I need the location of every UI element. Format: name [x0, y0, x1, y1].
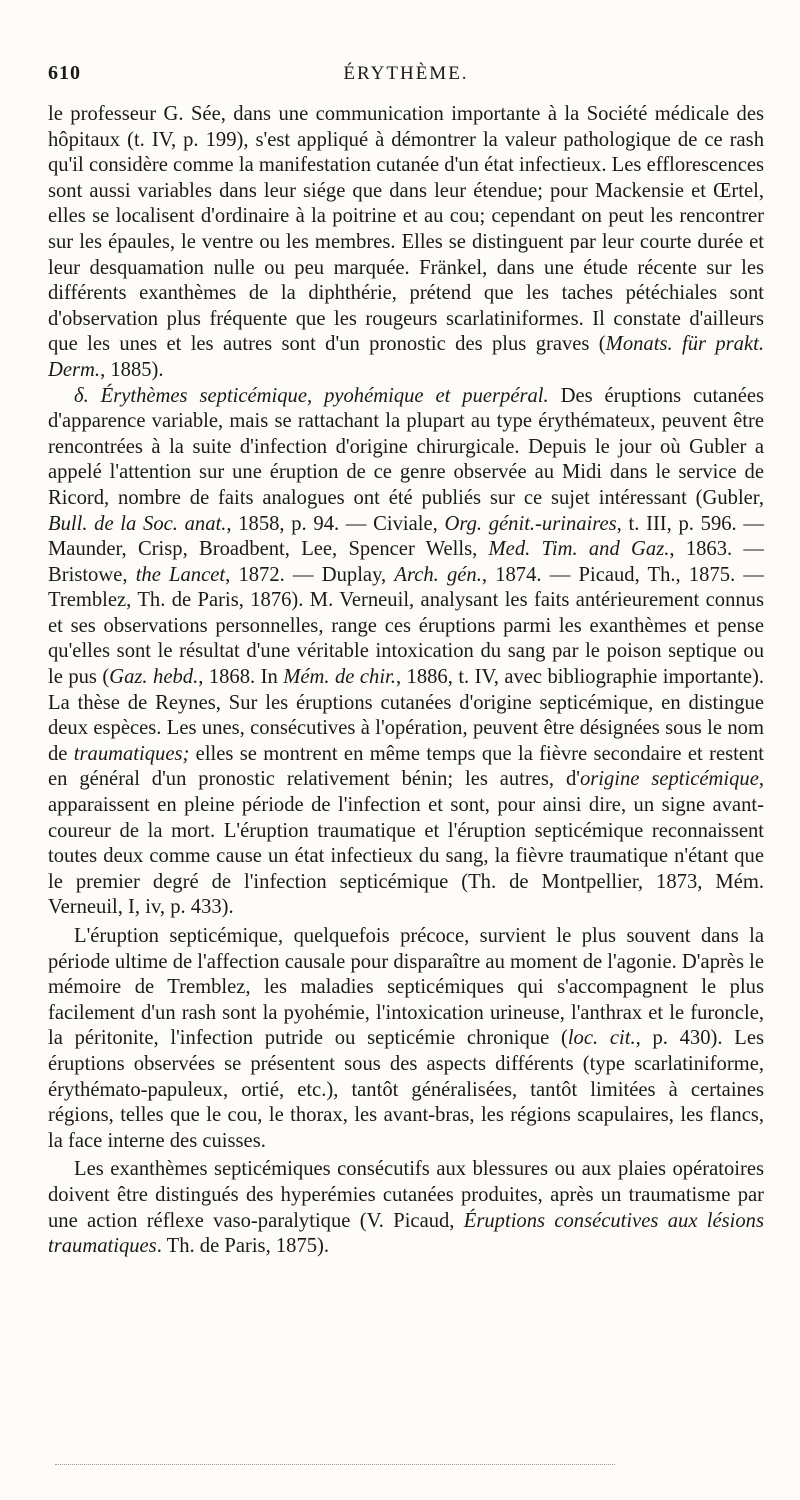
- paragraph-2-text-4: , 1863. — Bristowe,: [48, 538, 765, 586]
- section-heading-erythemes: δ. Érythèmes septicémique, pyohémique et puerpéral.: [74, 384, 549, 407]
- paragraph-2-text-8: , 1886, t. IV, avec bibliographie importante). La thèse de Reynes, Sur les éruptions cutanées d'origine septicémique, en distingue deux espèces. Les unes, consécutives à l'opération, peuvent être désignées sous le nom de: [48, 666, 764, 765]
- term-traumatiques: traumatiques;: [73, 742, 190, 765]
- citation-org-genit: Org. génit.-urinaires: [444, 512, 617, 535]
- paragraph-2: [48, 384, 764, 921]
- paragraph-2-text-6: , 1874. — Picaud, Th., 1875. — Tremblez, Th. de Paris, 1876). M. Verneuil, analysant les faits antérieurement connus et ses observations personnelles, range ces éruptions parmi les exanthèmes et pense qu'elles sont le résultat d'une véritable intoxication du sang par le poison septique ou le pus (: [48, 563, 765, 689]
- paragraph-2-text-1: Des éruptions cutanées d'apparence variable, mais se rattachant la plupart au type érythémateux, peuvent être rencontrées à la suite d'infection d'origine chirurgicale. Depuis le jour où Gubler a appelé l'attention sur une éruption de ce genre observée au Midi dans le service de Ricord, nombre de faits analogues ont été publiés sur ce sujet intéressant (Gubler,: [48, 384, 764, 509]
- citation-mem-chir: Mém. de chir.: [283, 666, 396, 689]
- citation-monats: Monats. für prakt. Derm.: [48, 333, 764, 381]
- paragraph-4-text-1: Les exanthèmes septicémiques consécutifs aux blessures ou aux plaies opératoires doivent être distingués des hyperémies cutanées produites, après un traumatisme par une action réflexe vaso-paralytique (V. Picaud,: [48, 1158, 764, 1232]
- paragraph-2-text-10: , apparaissent en pleine période de l'infection et sont, pour ainsi dire, un signe avant-coureur de la mort. L'éruption traumatique et l'éruption septicémique reconnaissent toutes deux comme cause un état infectieux du sang, la fièvre traumatique n'étant que le premier degré de l'infection septicémique (Th. de Montpellier, 1873, Mém. Verneuil, I, iv, p. 433).: [48, 768, 764, 919]
- citation-loc-cit: loc. cit.: [567, 1027, 636, 1050]
- body-text: [48, 102, 764, 1260]
- page-number: 610: [48, 62, 81, 84]
- footer-rule: [55, 1464, 615, 1465]
- paragraph-2-text-9: elles se montrent en même temps que la fièvre secondaire et restent en général d'un pronostic relativement bénin; les autres, d': [48, 742, 764, 791]
- paragraph-3-text-1: L'éruption septicémique, quelquefois précoce, survient le plus souvent dans la période ultime de l'affection causale pour disparaître au moment de l'agonie. D'après le mémoire de Tremblez, les maladies septicémiques qui s'accompagnent le plus facilement d'un rash sont la pyohémie, l'intoxication urineuse, l'anthrax et le furoncle, la péritonite, l'infection putride ou septicémie chronique (: [48, 925, 764, 1050]
- paragraph-4: [48, 1157, 764, 1259]
- citation-arch-gen: Arch. gén.: [394, 563, 482, 586]
- citation-bull-soc-anat: Bull. de la Soc. anat.: [48, 512, 227, 535]
- paragraph-2-text-5: , 1872. — Duplay,: [225, 563, 395, 586]
- paragraph-2-text-3: , t. III, p. 596. — Maunder, Crisp, Broadbent, Lee, Spencer Wells,: [48, 512, 764, 561]
- citation-gaz-hebd: Gaz. hebd.: [109, 666, 199, 689]
- citation-eruptions-consecutives: Éruptions consécutives aux lésions traumatiques: [48, 1209, 764, 1258]
- paragraph-1: [48, 102, 764, 384]
- term-origine-septicemique: origine septicémique: [579, 768, 759, 791]
- paragraph-2-text-7: , 1868. In: [198, 666, 284, 689]
- paragraph-2-text-2: , 1858, p. 94. — Civiale,: [226, 512, 445, 535]
- paragraph-4-text-2: . Th. de Paris, 1875).: [156, 1235, 330, 1258]
- paragraph-1-text-end: , 1885).: [100, 358, 164, 381]
- paragraph-1-text: le professeur G. Sée, dans une communication importante à la Société médicale des hôpitaux (t. IV, p. 199), s'est appliqué à démontrer la valeur pathologique de ce rash qu'il considère comme la manifestation cutanée d'un état infectieux. Les efflorescences sont aussi variables dans leur siége que dans leur étendue; pour Mackensie et Œrtel, elles se localisent d'ordinaire à la poitrine et au cou; cependant on peut les rencontrer sur les épaules, le ventre ou les membres. Elles se distinguent par leur courte durée et leur desquamation nulle ou peu marquée. Fränkel, dans une étude récente sur les différents exanthèmes de la diphthérie, prétend que les taches pétéchiales sont d'observation plus fréquente que les rougeurs scarlatiniformes. Il constate d'ailleurs que les unes et les autres sont d'un pronostic des plus graves (: [48, 103, 764, 356]
- paragraph-3: [48, 924, 764, 1154]
- running-head: [48, 62, 764, 102]
- paragraph-3-text-2: , p. 430). Les éruptions observées se présentent sous des aspects différents (type scarlatiniforme, érythémato-papuleux, ortié, etc.), tantôt généralisées, tantôt limitées à certaines régions, telles que le cou, le thorax, les avant-bras, les régions scapulaires, les flancs, la face interne des cuisses.: [48, 1027, 764, 1152]
- running-title: ÉRYTHÈME.: [343, 63, 469, 84]
- citation-med-tim: Med. Tim. and Gaz.: [488, 538, 670, 561]
- citation-lancet: the Lancet: [135, 563, 226, 586]
